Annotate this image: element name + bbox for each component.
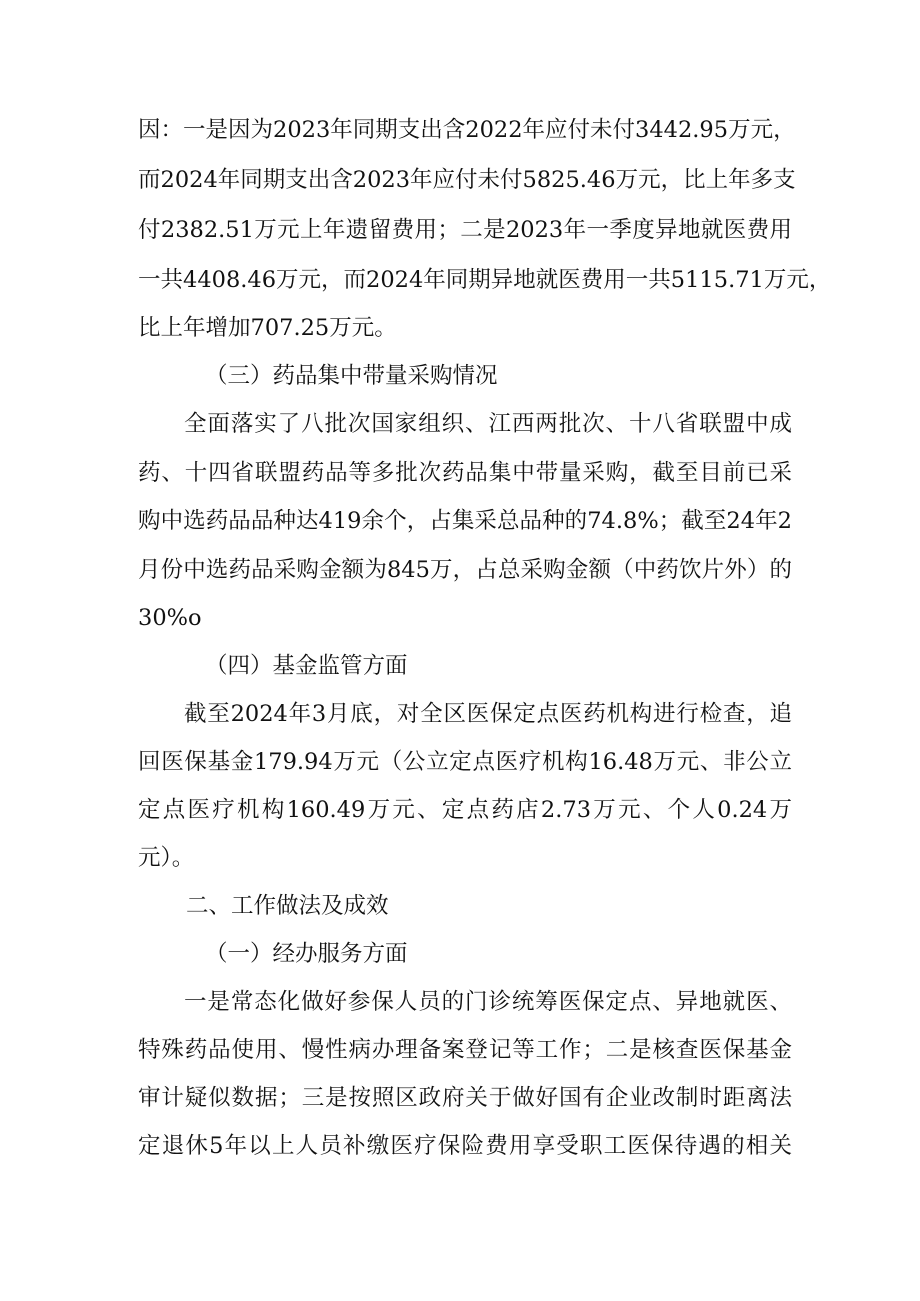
section-heading-3: （三）药品集中带量采购情况 (205, 363, 498, 389)
section-title-2: 二、工作做法及成效 (186, 893, 389, 919)
text-line: 月份中选药品采购金额为845万，占总采购金额（中药饮片外）的 (138, 557, 792, 583)
text-line: 定点医疗机构160.49万元、定点药店2.73万元、个人0.24万 (138, 797, 792, 823)
text-line: 回医保基金179.94万元（公立定点医疗机构16.48万元、非公立 (138, 749, 792, 775)
text-line: 元）。 (138, 845, 195, 871)
text-line: 一是常态化做好参保人员的门诊统筹医保定点、异地就医、 (184, 989, 792, 1015)
section-heading-1: （一）经办服务方面 (205, 941, 408, 967)
text-line: 药、十四省联盟药品等多批次药品集中带量采购，截至目前已采 (138, 460, 792, 486)
text-line: 购中选药品品种达419余个，占集采总品种的74.8%；截至24年2 (138, 508, 792, 534)
text-line: 而2024年同期支出含2023年应付未付5825.46万元，比上年多支 (138, 167, 796, 193)
text-line: 因：一是因为2023年同期支出含2022年应付未付3442.95万元， (138, 117, 796, 143)
text-line: 一共4408.46万元，而2024年同期异地就医费用一共5115.71万元， (138, 267, 832, 293)
text-line: 30%o (138, 605, 202, 631)
text-line: 审计疑似数据；三是按照区政府关于做好国有企业改制时距离法 (138, 1085, 792, 1111)
text-line: 付2382.51万元上年遗留费用；二是2023年一季度异地就医费用 (138, 217, 792, 243)
text-line: 截至2024年3月底，对全区医保定点医药机构进行检查，追 (184, 701, 792, 727)
text-line: 特殊药品使用、慢性病办理备案登记等工作；二是核查医保基金 (138, 1037, 792, 1063)
text-line: 定退休5年以上人员补缴医疗保险费用享受职工医保待遇的相关 (138, 1133, 792, 1159)
text-line: 全面落实了八批次国家组织、江西两批次、十八省联盟中成 (184, 411, 792, 437)
text-line: 比上年增加707.25万元。 (138, 315, 397, 341)
section-heading-4: （四）基金监管方面 (205, 653, 408, 679)
